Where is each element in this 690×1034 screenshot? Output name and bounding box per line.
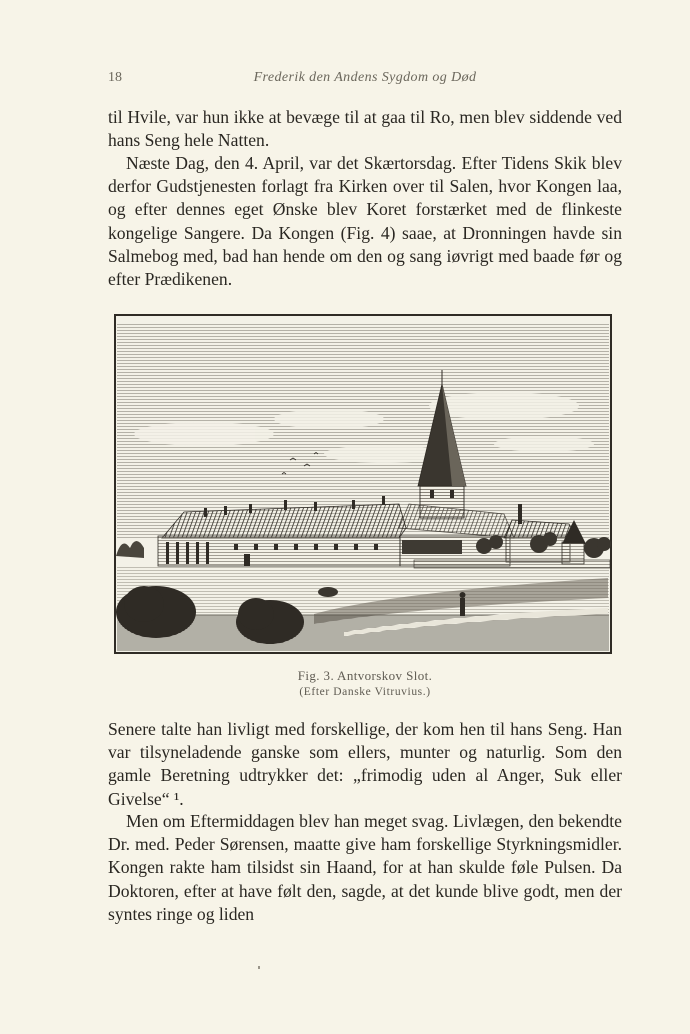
- page-number: 18: [108, 70, 122, 85]
- paragraph-2: Næste Dag, den 4. April, var det Skærtorsdag. Efter Tidens Skik blev derfor Gudstjenesten forlagt fra Kirken over til Salen, hvor Kongen laa, og efter dennes eget Ønske blev Koret forstærket med de flinkeste kongelige Sangere. Da Kongen (Fig. 4) saae, at Dronningen havde sin Salmebog med, bad han hende om den og sang iøvrigt med baade før og efter Prædikenen.: [108, 153, 622, 290]
- standing-figure: [460, 592, 466, 616]
- figure-caption: Fig. 3. Antvorskov Slot.: [297, 668, 433, 683]
- running-header: [108, 68, 622, 92]
- paragraph-3: Senere talte han livligt med forskellige, der kom hen til hans Seng. Han var tilsyneladende ganske som ellers, munter og naturlig. Som den gamle Beretning udtrykker det: „frimodig uden al Anger, Suk eller Givelse“ ¹.: [108, 719, 622, 809]
- paragraph-4: Men om Eftermiddagen blev han meget svag. Livlægen, den bekendte Dr. med. Peder Sørensen, maatte give ham forskellige Styrkningsmidler. Kongen rakte ham tilsidst sin Haand, for at han skulde føle Pulsen. Da Doktoren, efter at have følt den, sagde, at det kunde blive godt, men der syntes ringe og liden: [108, 811, 622, 924]
- castle-engraving: [114, 314, 612, 654]
- figure-credit: (Efter Danske Vitruvius.): [299, 686, 431, 698]
- running-title: Frederik den Andens Sygdom og Død: [253, 70, 477, 85]
- paragraph-1: til Hvile, var hun ikke at bevæge til at gaa til Ro, men blev siddende ved hans Seng hele Natten.: [108, 107, 622, 151]
- paper-speck: [258, 966, 260, 969]
- engraving-figure: [114, 314, 612, 654]
